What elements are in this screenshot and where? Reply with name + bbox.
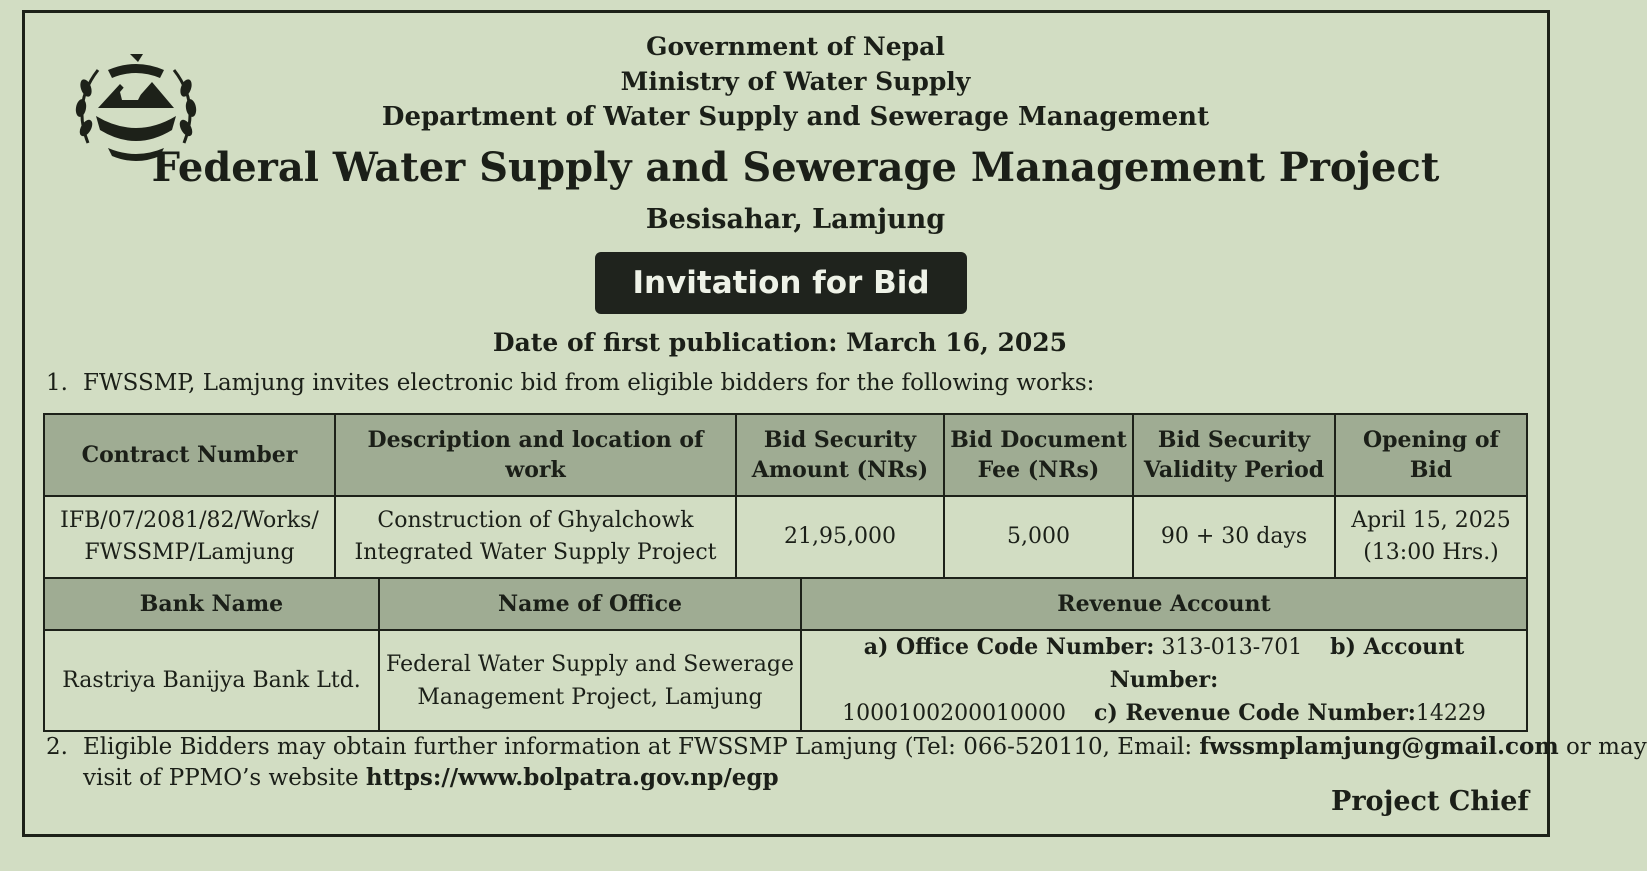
government-line: Government of Nepal [646, 32, 945, 61]
cell-description [335, 496, 736, 578]
office-name-line2: Management Project, Lamjung [417, 684, 763, 710]
cell-opening [1335, 496, 1527, 578]
header-revenue-account: Revenue Account [801, 578, 1527, 630]
header-validity [1133, 414, 1335, 496]
account-number-value: 1000100200010000 [842, 701, 1067, 726]
works-table-header-row [44, 414, 1527, 496]
header-document-fee-line1: Bid Document [950, 427, 1127, 453]
opening-line2: (13:00 Hrs.) [1363, 540, 1499, 565]
cell-bank-name: Rastriya Banijya Bank Ltd. [44, 630, 379, 731]
table-row [44, 630, 1527, 731]
revenue-code-value: 14229 [1415, 701, 1486, 726]
works-table [43, 413, 1528, 579]
office-name-line1: Federal Water Supply and Sewerage [386, 651, 794, 677]
header-bid-security [736, 414, 944, 496]
project-title: Federal Water Supply and Sewerage Management Project [151, 144, 1440, 191]
description-line2: Integrated Water Supply Project [354, 540, 717, 565]
paragraph-2-text-cont: visit of PPMO’s website [83, 765, 366, 791]
signature: Project Chief [1331, 786, 1529, 817]
notice-banner: Invitation for Bid [595, 252, 967, 314]
account-table [43, 577, 1528, 732]
cell-office-name [379, 630, 801, 731]
header-description: Description and location of work [335, 414, 736, 496]
description-line1: Construction of Ghyalchowk [377, 508, 694, 533]
paragraph-1-text: FWSSMP, Lamjung invites electronic bid from eligible bidders for the following works: [83, 370, 1095, 396]
header-opening: Opening of Bid [1335, 414, 1527, 496]
cell-bid-security: 21,95,000 [736, 496, 944, 578]
header-validity-line1: Bid Security [1157, 427, 1311, 453]
header-bid-security-line1: Bid Security [763, 427, 917, 453]
header-bid-security-line2: Amount (NRs) [751, 457, 929, 483]
account-table-header-row [44, 578, 1527, 630]
table-row [44, 496, 1527, 578]
office-code-value: 313-013-701 [1161, 635, 1303, 660]
department-line: Department of Water Supply and Sewerage Management [381, 102, 1210, 132]
paragraph-1 [46, 370, 1094, 396]
location-line: Besisahar, Lamjung [645, 204, 946, 235]
contact-email: fwssmplamjung@gmail.com [1199, 733, 1559, 760]
contract-number-line2: FWSSMP/Lamjung [84, 540, 295, 565]
header-office-name: Name of Office [379, 578, 801, 630]
ministry-line: Ministry of Water Supply [620, 67, 971, 96]
paragraph-2-number: 2. [46, 734, 68, 760]
paragraph-2-text-end: or may [1558, 734, 1647, 760]
cell-validity: 90 + 30 days [1133, 496, 1335, 578]
opening-line1: April 15, 2025 [1351, 508, 1511, 533]
cell-document-fee: 5,000 [944, 496, 1133, 578]
header-contract-number: Contract Number [44, 414, 335, 496]
header-document-fee [944, 414, 1133, 496]
revenue-code-label: c) Revenue Code Number: [1094, 700, 1416, 726]
cell-contract-number [44, 496, 335, 578]
paragraph-2 [46, 733, 1647, 760]
cell-revenue-account [801, 630, 1527, 731]
paragraph-2-text: Eligible Bidders may obtain further information at FWSSMP Lamjung (Tel: 066-520110, Email: [83, 734, 1200, 760]
paragraph-2-continuation [83, 764, 779, 791]
header-document-fee-line2: Fee (NRs) [977, 457, 1100, 483]
paragraph-1-number: 1. [46, 370, 68, 396]
publication-date: Date of first publication: March 16, 2025 [492, 328, 1068, 357]
contract-number-line1: IFB/07/2081/82/Works/ [60, 508, 319, 533]
office-code-label: a) Office Code Number: [863, 634, 1155, 660]
ppmo-website: https://www.bolpatra.gov.np/egp [365, 764, 779, 791]
account-number-label: b) Account Number: [1109, 634, 1465, 693]
header-bank-name: Bank Name [44, 578, 379, 630]
header-validity-line2: Validity Period [1143, 457, 1325, 483]
